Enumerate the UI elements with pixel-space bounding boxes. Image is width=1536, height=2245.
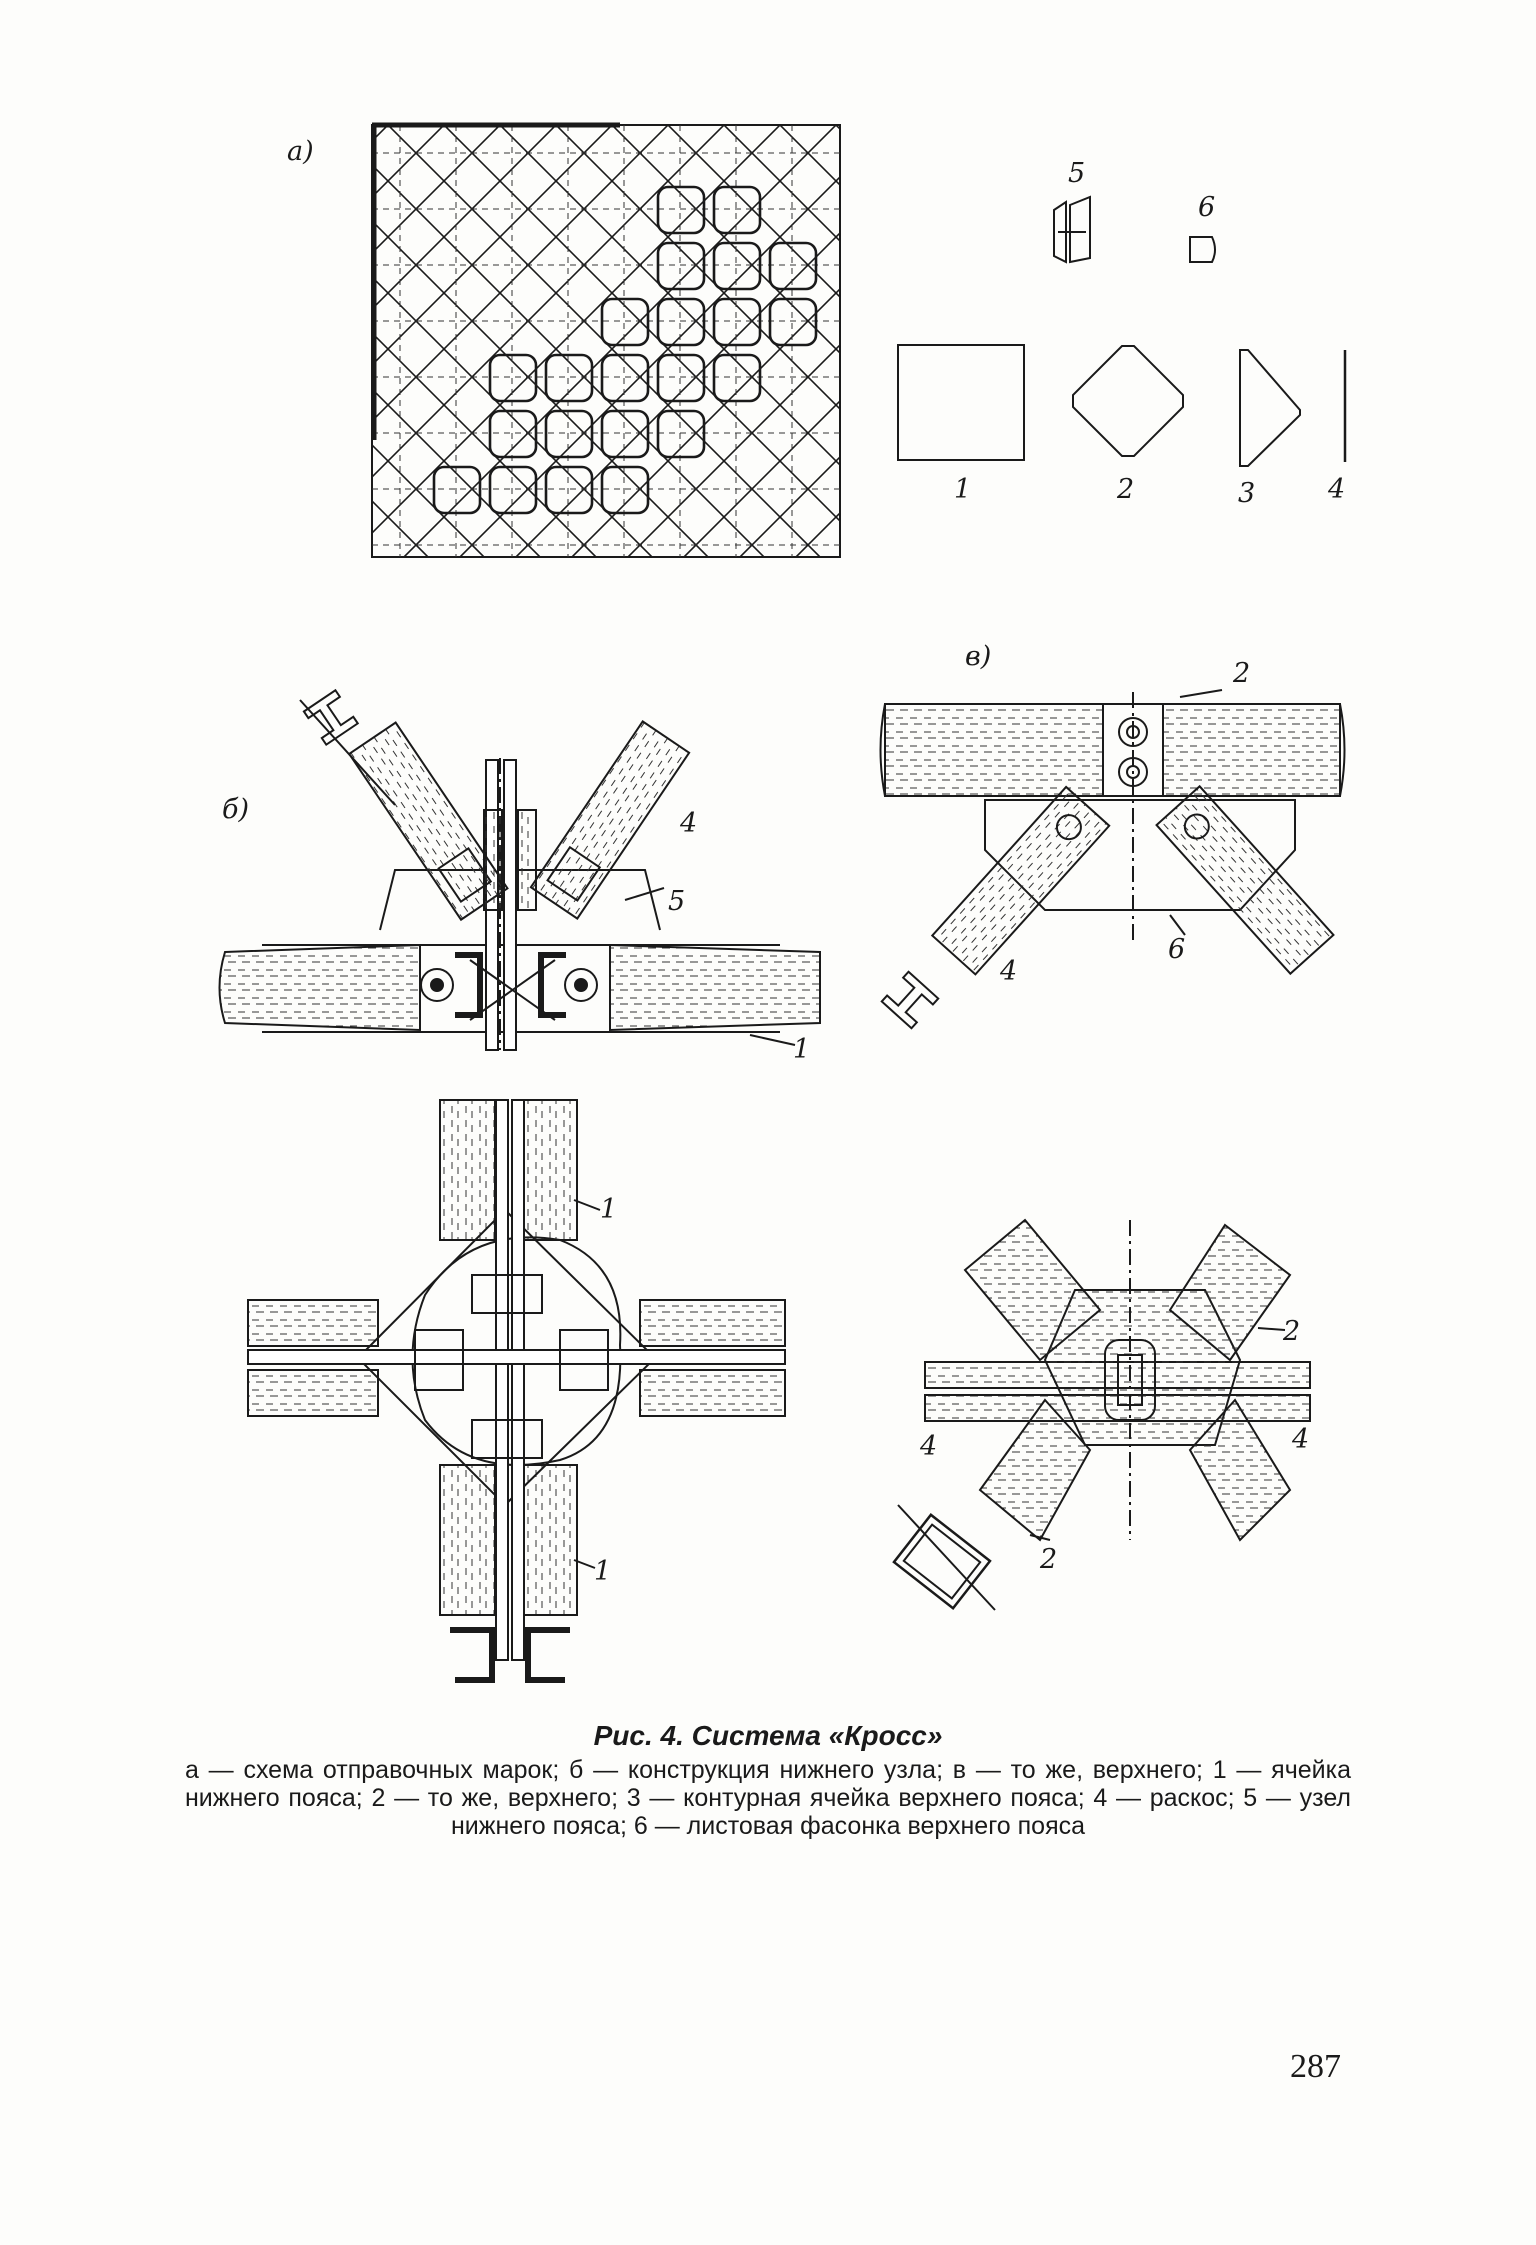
part-label-3: 3: [1238, 478, 1256, 509]
panel-lower-node-plan: [248, 1100, 785, 1680]
panel-upper-node-plan: [894, 1220, 1310, 1610]
panel-label-v: в): [965, 641, 992, 672]
cell-marks: [434, 187, 816, 513]
callout-b-1: 1: [793, 1034, 811, 1065]
dashed-grid: [372, 125, 840, 557]
diagonal-grid: [0, 125, 1536, 557]
callout-plan-4-left: 4: [920, 1431, 938, 1462]
callout-b-4: 4: [680, 808, 698, 839]
part-label-1: 1: [954, 474, 972, 505]
panel-a-scheme: [0, 125, 1536, 557]
page-number: 287: [1290, 2048, 1341, 2085]
part-3-contour-cell: [1240, 350, 1300, 466]
callout-plan-1-top: 1: [600, 1194, 618, 1225]
callout-v-6: 6: [1168, 934, 1186, 965]
part-2-upper-cell: [1073, 346, 1183, 456]
callout-plan-1-bottom: 1: [594, 1556, 612, 1587]
panel-v-upper-node: [881, 641, 1345, 1028]
part-label-4: 4: [1328, 474, 1346, 505]
part-label-2: 2: [1117, 474, 1135, 505]
parts-legend: [898, 197, 1345, 466]
part-5-node: [1054, 197, 1090, 262]
callout-v-2: 2: [1233, 658, 1251, 689]
callout-plan-2-bottom: 2: [1040, 1544, 1058, 1575]
part-6-gusset: [1190, 237, 1215, 262]
panel-label-a: а): [287, 136, 314, 167]
panel-b-lower-node: [220, 690, 821, 1050]
figure-caption: [185, 1722, 1351, 1840]
callout-b-5: 5: [668, 886, 686, 917]
callout-plan-2-top: 2: [1283, 1316, 1301, 1347]
caption-body: а — схема отправочных марок; б — конструкция нижнего узла; в — то же, верхнего; 1 — ячейка нижнего пояса; 2 — то же, верхнего; 3 — контурная ячейка верхнего пояса; 4 — раскос; 5 — узел нижнего пояса; 6 — листовая фасонка верхнего пояса: [185, 1756, 1351, 1840]
panel-label-b: б): [222, 794, 250, 825]
callout-plan-4-right: 4: [1292, 1424, 1310, 1455]
caption-title: Рис. 4. Система «Кросс»: [593, 1720, 943, 1751]
callout-v-4: 4: [1000, 956, 1018, 987]
part-label-6: 6: [1198, 192, 1216, 223]
part-1-lower-cell: [898, 345, 1024, 460]
part-label-5: 5: [1068, 158, 1086, 189]
